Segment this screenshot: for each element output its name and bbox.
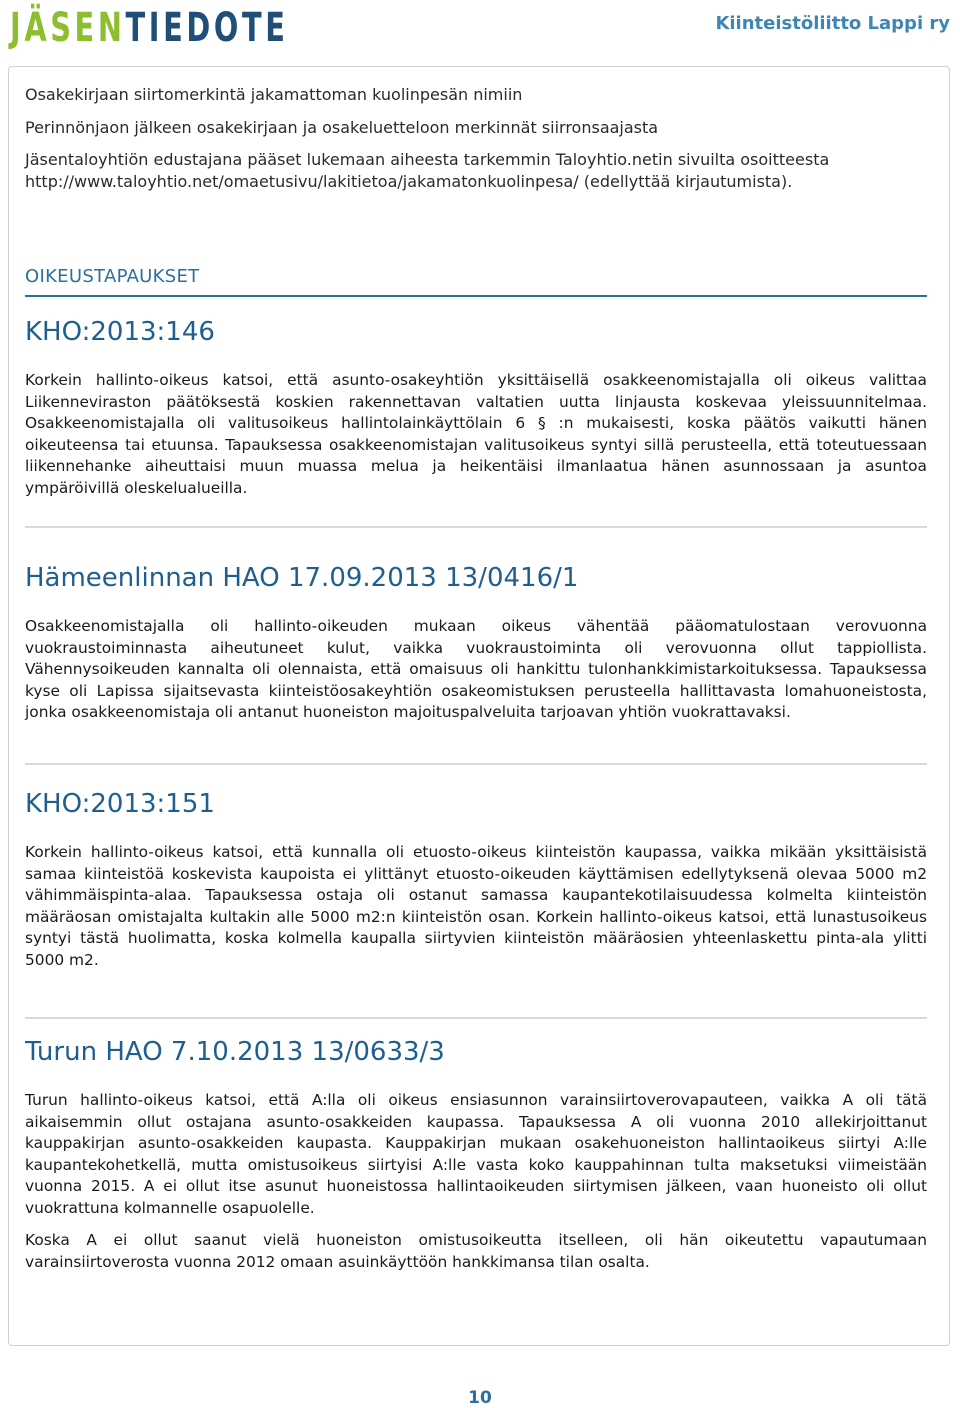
divider (25, 1017, 927, 1019)
case-paragraph: Turun hallinto-oikeus katsoi, että A:lla oli oikeus ensiasunnon varainsiirtoverovapauteen, vaikka A oli tätä aikaisemmin ollut ostajana asunto-osakkeiden kaupassa. Tapauksessa A oli vuonna 2010 allekirjoittanut kauppakirjan asunto-osakkeiden kaupasta. Kauppakirjan mukaan osakehuoneiston hallintaoikeus siirtyi A:lle kaupantekohetkellä, mutta omistusoikeus siirtyisi A:lle vasta koko kauppahinnan tulta maksetuksi viimeistään vuonna 2015. A ei ollut itse asunut huoneistossa hallintaoikeuden siirtymisen jälkeen, vaan huoneisto oli ollut vuokrattuna kolmannelle osapuolelle. (25, 1091, 927, 1217)
organization-name: Kiinteistöliitto Lappi ry (715, 13, 950, 34)
logo-word-tiedote: TIEDOTE (125, 5, 289, 51)
case-paragraph: Osakkeenomistajalla oli hallinto-oikeuden mukaan oikeus vähentää pääomatulostaan verovuonna vuokraustoiminnasta aiheutuneet kulut, vaikka vuokraustoiminta oli verovuonna ollut tappiollista. Vähennysoikeuden kannalta oli olennaista, että omaisuus oli hankittu tulonhankkimistarkoituksessa. Tapauksessa kyse oli Lapissa sijaitsevasta kiinteistöosakeyhtiön osakeomistuksen perusteella hallittavasta lomahuoneistosta, jonka osakkeenomistaja oli antanut huoneiston majoituspalveluita tarjoavan yhtiön vuokrattavaksi. (25, 617, 927, 721)
intro-line: Perinnönjaon jälkeen osakekirjaan ja osakeluetteloon merkinnät siirronsaajasta (25, 117, 659, 137)
case-title: KHO:2013:151 (25, 789, 215, 819)
case-paragraph: Korkein hallinto-oikeus katsoi, että kunnalla oli etuosto-oikeus kiinteistön kaupassa, vaikka mikään yksittäisistä samaa kiinteistöä koskevista kaupoista ei ylittänyt etuosto-oikeuden käyttämisen edellytyksenä olevaa 5000 m2 vähimmäispinta-alaa. Tapauksessa ostaja oli ostanut samassa kaupantekotilaisuudessa kolmelta kiinteistön määräosan omistajalta kultakin alle 5000 m2:n kiinteistön osan. Korkein hallinto-oikeus katsoi, että lunastusoikeus syntyi tästä huolimatta, koska kolmella kaupalla siirtyvien kiinteistön määräosien yhteenlaskettu pinta-ala ylitti 5000 m2. (25, 843, 927, 969)
case-kho-2013-146 (25, 316, 927, 499)
case-hameenlinna-hao (25, 562, 927, 724)
case-title: Turun HAO 7.10.2013 13/0633/3 (25, 1037, 445, 1067)
section-heading: OIKEUSTAPAUKSET (25, 266, 927, 297)
logo-word-jasen: JÄSEN (10, 5, 126, 51)
page-number: 10 (468, 1388, 492, 1408)
masthead-logo (10, 4, 288, 52)
divider (25, 526, 927, 528)
case-title: KHO:2013:146 (25, 317, 215, 347)
case-paragraph: Korkein hallinto-oikeus katsoi, että asunto-osakeyhtiön yksittäisellä osakkeenomistajalla oli oikeus valittaa Liikenneviraston päätöksestä koskien rakennettavan valtatien uutta linjausta koskevaa yleissuunnitelmaa. Osakkeenomistajalla oli valitusoikeus hallintolainkäyttölain 6 § :n mukaisesti, koska päätös vaikutti hänen oikeuteensa tai etuunsa. Tapauksessa osakkeenomistajan valitusoikeus syntyi sillä perusteella, että toteutuessaan liikennehanke aiheuttaisi muun muassa melua ja heikentäisi ilmanlaatua hänen asunnossaan ja asuntoa ympäröivillä oleskelualueilla. (25, 371, 927, 497)
case-title: Hämeenlinnan HAO 17.09.2013 13/0416/1 (25, 563, 579, 593)
intro-block (25, 84, 927, 192)
divider (25, 763, 927, 765)
intro-line: Jäsentaloyhtiön edustajana pääset lukemaan aiheesta tarkemmin Taloyhtio.netin sivuilta osoitteesta http://www.taloyhtio.net/omaetusivu/lakitietoa/jakamatonkuolinpesa/ (edellyttää kirjautumista). (25, 150, 830, 191)
case-turku-hao (25, 1036, 927, 1273)
intro-line: Osakekirjaan siirtomerkintä jakamattoman kuolinpesän nimiin (25, 85, 523, 104)
case-paragraph: Koska A ei ollut saanut vielä huoneiston omistusoikeutta itselleen, oli hän oikeutettu vapautumaan varainsiirtoverosta vuonna 2012 omaan asuinkäyttöön hankkimansa tilan osalta. (25, 1231, 927, 1271)
case-kho-2013-151 (25, 788, 927, 971)
